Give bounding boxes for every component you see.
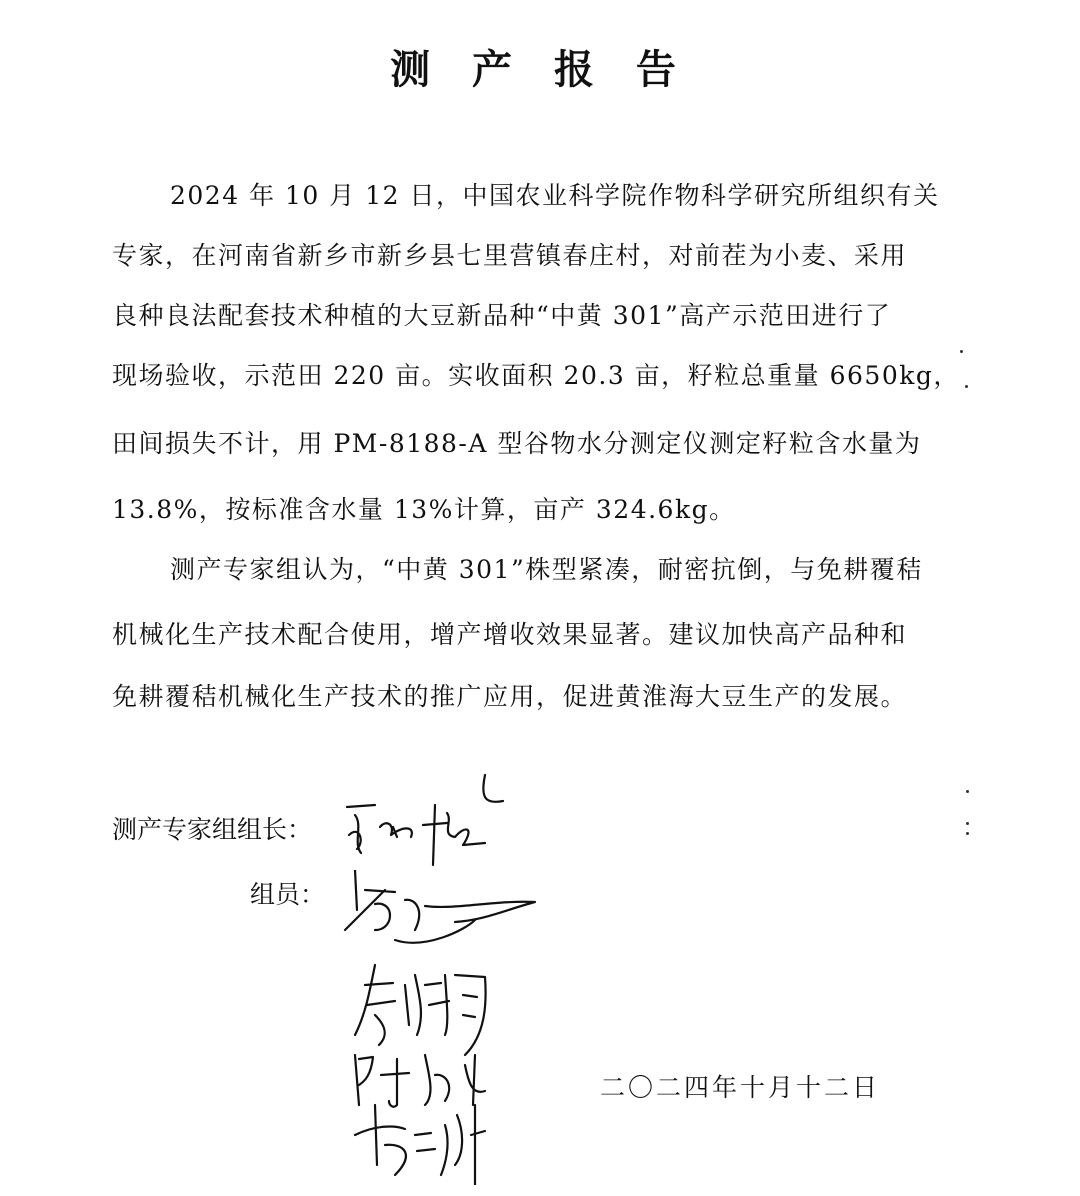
text-line: 测产专家组认为，“中黄 301”株型紧凑，耐密抗倒，与免耕覆秸 [170, 555, 923, 584]
text-line: 现场验收，示范田 220 亩。实收面积 20.3 亩，籽粒总重量 6650kg， [112, 361, 960, 390]
text-line: 良种良法配套技术种植的大豆新品种“中黄 301”高产示范田进行了 [112, 301, 892, 330]
document-title: 测 产 报 告 [390, 47, 690, 93]
text-line: 专家，在河南省新乡市新乡县七里营镇春庄村，对前茬为小麦、采用 [112, 241, 908, 270]
signature-member-4 [345, 1095, 525, 1185]
scan-speck [966, 832, 969, 835]
text-line: 13.8%，按标准含水量 13%计算，亩产 324.6kg。 [112, 495, 736, 524]
scan-speck [965, 385, 968, 388]
scan-speck [966, 790, 969, 793]
signature-leader [335, 765, 525, 875]
scan-speck [960, 350, 963, 353]
signature-member-1 [335, 870, 555, 950]
leader-label: 测产专家组组长： [112, 815, 313, 844]
scan-speck [966, 822, 969, 825]
members-label: 组员： [250, 880, 326, 909]
text-line: 2024 年 10 月 12 日，中国农业科学院作物科学研究所组织有关 [170, 181, 940, 210]
text-line: 免耕覆秸机械化生产技术的推广应用，促进黄淮海大豆生产的发展。 [112, 682, 908, 711]
document-date: 二〇二四年十月十二日 [600, 1073, 881, 1102]
text-line: 机械化生产技术配合使用，增产增收效果显著。建议加快高产品种和 [112, 620, 908, 649]
text-line: 田间损失不计，用 PM-8188-A 型谷物水分测定仪测定籽粒含水量为 [112, 429, 922, 458]
